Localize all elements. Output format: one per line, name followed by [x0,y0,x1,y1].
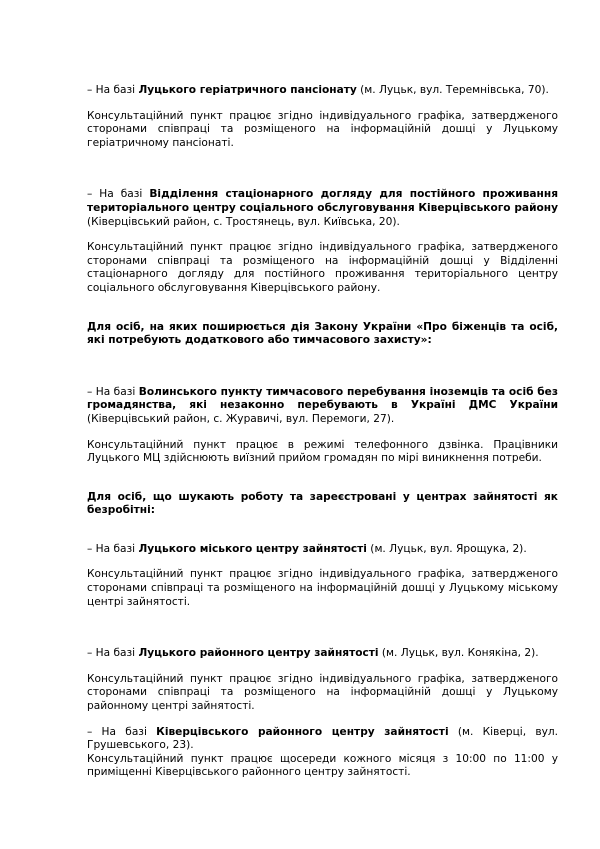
institution-name: Луцького районного центру зайнятості [138,647,379,660]
entry-note: Консультаційний пункт працює згідно індивідуального графіка, затвердженого сторонами співпраці та розміщеного на інформаційній дошці у Відділенні стаціонарного догляду для постійного проживання територіального центру соціального обслуговування Ківерцівського району. [87,241,558,294]
entry-prefix: – На базі [87,188,150,201]
entry-note: Консультаційний пункт працює згідно індивідуального графіка, затвердженого сторонами співпраці та розміщеного на інформаційній дошці у Луцькому геріатричному пансіонаті. [87,109,558,149]
section-heading-unemployed: Для осіб, що шукають роботу та зареєстровані у центрах зайнятості як безробітні: [87,490,558,517]
entry-prefix: – На базі [87,725,157,738]
entry-address: (м. Луцьк, вул. Конякіна, 2). [378,647,539,660]
entry-prefix: – На базі [87,84,139,96]
entry-address: (м. Ківерці, вул. Грушевського, 23). [87,725,558,752]
entry-line [87,543,558,557]
entry-address: (м. Луцьк, вул. Ярощука, 2). [366,542,527,555]
document-page [87,84,558,780]
entry-address: (м. Луцьк, вул. Теремнівська, 70). [356,84,549,96]
entry-prefix: – На базі [87,542,139,555]
entry-address: (Ківерцівський район, с. Тростянець, вул. Київська, 20). [87,215,400,228]
entry-line [87,188,558,229]
entry-prefix: – На базі [87,647,139,660]
institution-name: Відділення стаціонарного догляду для постійного проживання територіального центру соціального обслуговування Ківерцівського району [87,188,558,214]
entry-note: Консультаційний пункт працює в режимі телефонного дзвінка. Працівники Луцького МЦ здійснюють виїзний прийом громадян по мірі виникнення потреби. [87,438,558,465]
entry-note: Консультаційний пункт працює щосереди кожного місяця з 10:00 по 11:00 у приміщенні Ківерцівського районного центру зайнятості. [87,752,558,779]
institution-name: Луцького міського центру зайнятості [138,542,367,555]
entry-prefix: – На базі [87,385,139,398]
entry-note: Консультаційний пункт працює згідно індивідуального графіка, затвердженого сторонами співпраці та розміщеного на інформаційній дошці у Луцькому міському центрі зайнятості. [87,568,558,608]
entry-note: Консультаційний пункт працює згідно індивідуального графіка, затвердженого сторонами співпраці та розміщеного на інформаційній дошці у Луцькому районному центрі зайнятості. [87,672,558,713]
entry-address: (Ківерцівський район, с. Журавичі, вул. Перемоги, 27). [87,412,395,425]
entry-line [87,84,558,98]
entry-line [87,386,558,427]
institution-name: Волинського пункту тимчасового перебування іноземців та осіб без громадянства, які незаконно перебувають в Україні ДМС України [87,385,558,412]
entry-line [87,647,558,661]
institution-name: Ківерцівського районного центру зайнятості [156,725,449,738]
institution-name: Луцького геріатричного пансіонату [138,84,357,96]
entry-line [87,726,558,753]
section-heading-refugees: Для осіб, на яких поширюється дія Закону України «Про біженців та осіб, які потребують додаткового або тимчасового захисту»: [87,320,558,347]
